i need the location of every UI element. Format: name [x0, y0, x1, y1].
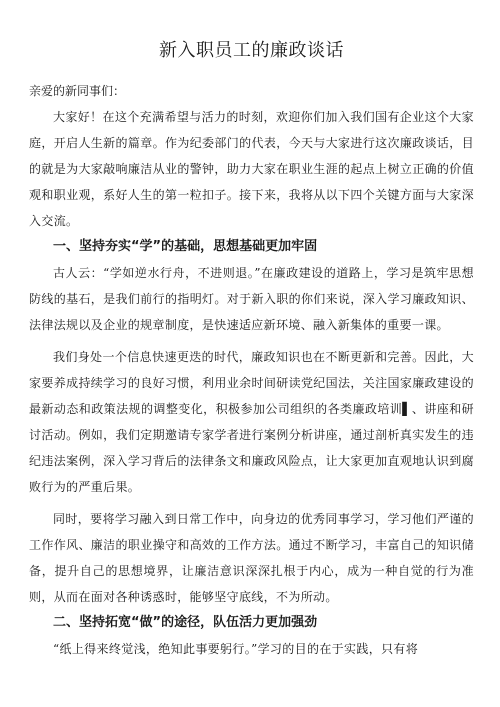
- section-2-heading: 二、坚持拓宽“做”的途径，队伍活力更加强劲: [53, 615, 318, 630]
- section-1-paragraph-2: 我们身处一个信息快速更迭的时代，廉政知识也在不断更新和完善。因此，大家要养成持续学习的良好习惯，利用业余时间研读党纪国法，关注国家廉政建设的最新动态和政策法规的调整变化，积极参加公司组织的各类廉政培训▌、讲座和研讨活动。例如，我们定期邀请专家学者进行案例分析讲座，通过剖析真实发生的违纪违法案例，深入学习背后的法律条文和廉政风险点，让大家更加直观地认识到腐败行为的严重后果。: [29, 350, 474, 494]
- section-2-paragraph-1: “纸上得来终觉浅，绝知此事要躬行。”学习的目的在于实践，只有将: [53, 642, 419, 656]
- greeting: 亲爱的新同事们：: [29, 84, 126, 98]
- section-1-heading: 一、坚持夯实“学”的基础，思想基础更加牢固: [53, 239, 318, 254]
- section-1-paragraph-1: 古人云：“学如逆水行舟，不进则退。”在廉政建设的道路上，学习是筑牢思想防线的基石，是我们前行的指明灯。对于新入职的你们来说，深入学习廉政知识、法律法规以及企业的规章制度，是快速适应新环境、融入新集体的重要一课。: [29, 266, 474, 332]
- document-title: 新入职员工的廉政谈话: [159, 40, 344, 61]
- intro-paragraph: 大家好！在这个充满希望与活力的时刻，欢迎你们加入我们国有企业这个大家庭，开启人生新的篇章。作为纪委部门的代表，今天与大家进行这次廉政谈话，目的就是为大家敲响廉洁从业的警钟，助力大家在职业生涯的起点上树立正确的价值观和职业观，系好人生的第一粒扣子。接下来，我将从以下四个关键方面与大家深入交流。: [29, 110, 474, 228]
- section-1-paragraph-3: 同时，要将学习融入到日常工作中，向身边的优秀同事学习，学习他们严谨的工作作风、廉洁的职业操守和高效的工作方法。通过不断学习，丰富自己的知识储备，提升自己的思想境界，让廉洁意识深深扎根于内心，成为一种自觉的行为准则，从而在面对各种诱惑时，能够坚守底线，不为所动。: [29, 512, 474, 604]
